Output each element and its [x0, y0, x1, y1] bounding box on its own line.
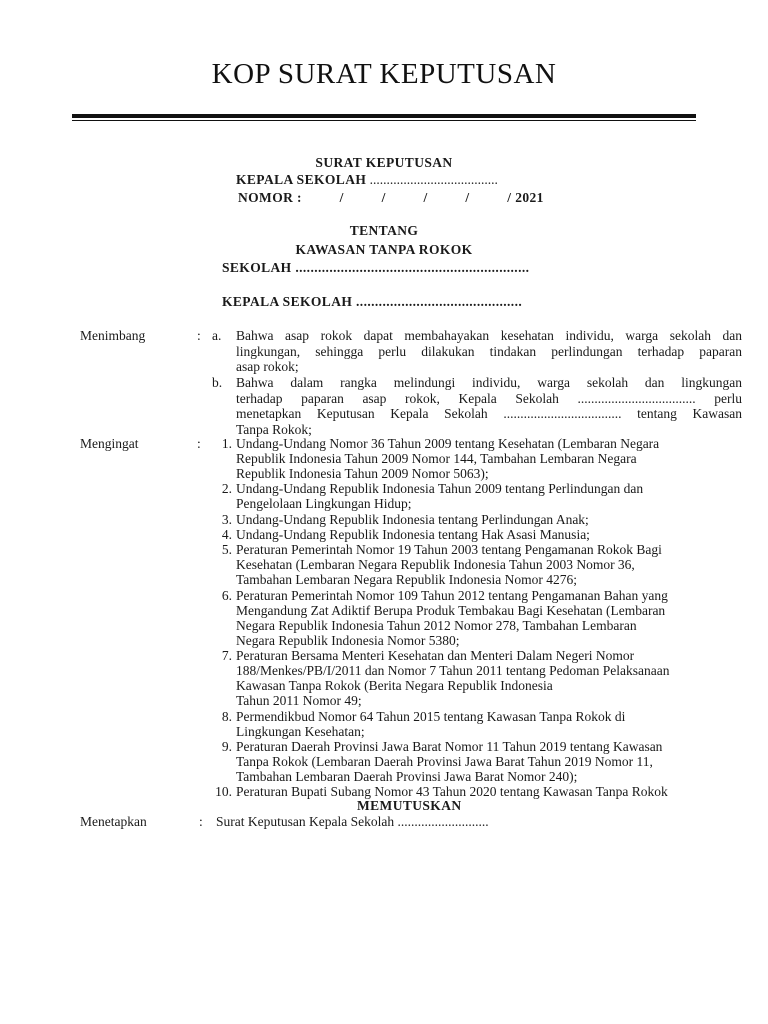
heading-surat-keputusan: SURAT KEPUTUSAN — [315, 155, 453, 170]
mengingat-item-5-line: Tambahan Lembaran Negara Republik Indonesia Nomor 4276; — [236, 572, 577, 587]
menimbang-item-b-line: terhadap paparan asap rokok, Kepala Sekolah ................................... perlu — [236, 390, 742, 406]
mengingat-item-2-marker: 2. — [221, 481, 232, 496]
mengingat-item-1-marker: 1. — [221, 436, 232, 451]
mengingat-item-2-line: Pengelolaan Lingkungan Hidup; — [236, 496, 412, 511]
mengingat-item-1-line: Undang-Undang Nomor 36 Tahun 2009 tentang Kesehatan (Lembaran Negara — [236, 436, 660, 451]
mengingat-item-7-line: Tahun 2011 Nomor 49; — [236, 693, 362, 708]
heading-nomor: NOMOR : / / / / / 2021 — [238, 190, 544, 205]
heading-tentang: TENTANG — [349, 223, 419, 238]
mengingat-item-5-marker: 5. — [221, 542, 232, 557]
menimbang-item-b-line: Bahwa dalam rangka melindungi individu, warga sekolah dan lingkungan — [236, 375, 742, 390]
mengingat-item-4-line: Undang-Undang Republik Indonesia tentang Hak Asasi Manusia; — [236, 527, 590, 542]
mengingat-item-3-line: Undang-Undang Republik Indonesia tentang Perlindungan Anak; — [236, 512, 589, 527]
mengingat-item-3-marker: 3. — [221, 512, 232, 527]
mengingat-item-5-line: Peraturan Pemerintah Nomor 19 Tahun 2003 tentang Pengamanan Rokok Bagi — [236, 542, 662, 557]
mengingat-item-9-line: Tambahan Lembaran Daerah Provinsi Jawa Barat Nomor 240); — [236, 769, 578, 784]
menimbang-label: Menimbang — [80, 328, 146, 343]
mengingat-item-5-line: Kesehatan (Lembaran Negara Republik Indonesia Tahun 2003 Nomor 36, — [236, 557, 635, 572]
menetapkan-label: Menetapkan — [80, 814, 147, 829]
mengingat-item-1-line: Republik Indonesia Tahun 2009 Nomor 5063); — [236, 466, 489, 481]
mengingat-item-6-marker: 6. — [221, 588, 232, 603]
mengingat-item-6-line: Negara Republik Indonesia Nomor 5380; — [236, 633, 460, 648]
memutuskan-heading: MEMUTUSKAN — [357, 798, 462, 813]
menimbang-item-b-line: Tanpa Rokok; — [236, 421, 312, 437]
heading-kepala-sekolah-2: KEPALA SEKOLAH ............................................ — [222, 294, 523, 309]
mengingat-item-7-line: Peraturan Bersama Menteri Kesehatan dan Menteri Dalam Negeri Nomor — [236, 648, 635, 663]
menimbang-item-a — [236, 328, 742, 375]
menimbang-item-b-line: menetapkan Keputusan Kepala Sekolah ................................... tentang Kawasan — [236, 406, 742, 421]
mengingat-item-1-line: Republik Indonesia Tahun 2009 Nomor 144, Tambahan Lembaran Negara — [236, 451, 637, 466]
mengingat-item-6-line: Mengandung Zat Adiktif Berupa Produk Tembakau Bagi Kesehatan (Lembaran — [236, 603, 666, 618]
mengingat-item-8-line: Lingkungan Kesehatan; — [236, 724, 365, 739]
letterhead-title: KOP SURAT KEPUTUSAN — [211, 58, 557, 90]
mengingat-item-9-line: Peraturan Daerah Provinsi Jawa Barat Nomor 11 Tahun 2019 tentang Kawasan — [236, 739, 663, 754]
mengingat-item-4-marker: 4. — [221, 527, 232, 542]
mengingat-item-10-marker: 10. — [215, 784, 232, 799]
menimbang-item-b-marker: b. — [212, 375, 223, 390]
menimbang-colon: : — [197, 328, 201, 343]
mengingat-item-10-line: Peraturan Bupati Subang Nomor 43 Tahun 2020 tentang Kawasan Tanpa Rokok — [236, 784, 668, 799]
letterhead-rule-thin — [72, 120, 696, 121]
mengingat-item-7-line: Kawasan Tanpa Rokok (Berita Negara Republik Indonesia — [236, 678, 553, 693]
mengingat-colon: : — [197, 436, 201, 451]
heading-ktr: KAWASAN TANPA ROKOK — [295, 242, 473, 257]
menetapkan-colon: : — [199, 814, 203, 829]
menimbang-item-a-marker: a. — [212, 328, 222, 343]
menimbang-item-a-line: Bahwa asap rokok dapat membahayakan kesehatan individu, warga sekolah dan — [236, 328, 742, 343]
mengingat-item-8-marker: 8. — [221, 709, 232, 724]
mengingat-item-9-line: Tanpa Rokok (Lembaran Daerah Provinsi Jawa Barat Tahun 2019 Nomor 11, — [236, 754, 653, 769]
menimbang-item-a-line: asap rokok; — [236, 359, 299, 374]
menimbang-item-b — [236, 375, 742, 437]
mengingat-label: Mengingat — [80, 436, 139, 451]
heading-sekolah: SEKOLAH .............................................................. — [222, 260, 530, 275]
mengingat-item-6-line: Negara Republik Indonesia Tahun 2012 Nomor 278, Tambahan Lembaran — [236, 618, 637, 633]
mengingat-item-2-line: Undang-Undang Republik Indonesia Tahun 2009 tentang Perlindungan dan — [236, 481, 644, 496]
mengingat-item-7-marker: 7. — [221, 648, 232, 663]
heading-kepala-sekolah-label: KEPALA SEKOLAH — [236, 172, 367, 187]
heading-kepala-sekolah-dots: ...................................... — [366, 172, 498, 187]
heading-kepala-sekolah — [236, 172, 498, 188]
menetapkan-text: Surat Keputusan Kepala Sekolah ........................... — [216, 814, 489, 829]
menimbang-item-a-line: lingkungan, sehingga perlu dilakukan tindakan perlindungan terhadap paparan — [236, 343, 742, 359]
mengingat-item-6-line: Peraturan Pemerintah Nomor 109 Tahun 2012 tentang Pengamanan Bahan yang — [236, 588, 668, 603]
mengingat-item-9-marker: 9. — [221, 739, 232, 754]
letterhead-rule-thick — [72, 114, 696, 118]
mengingat-item-7-line: 188/Menkes/PB/I/2011 dan Nomor 7 Tahun 2011 tentang Pedoman Pelaksanaan — [236, 663, 670, 678]
mengingat-item-8-line: Permendikbud Nomor 64 Tahun 2015 tentang Kawasan Tanpa Rokok di — [236, 709, 626, 724]
